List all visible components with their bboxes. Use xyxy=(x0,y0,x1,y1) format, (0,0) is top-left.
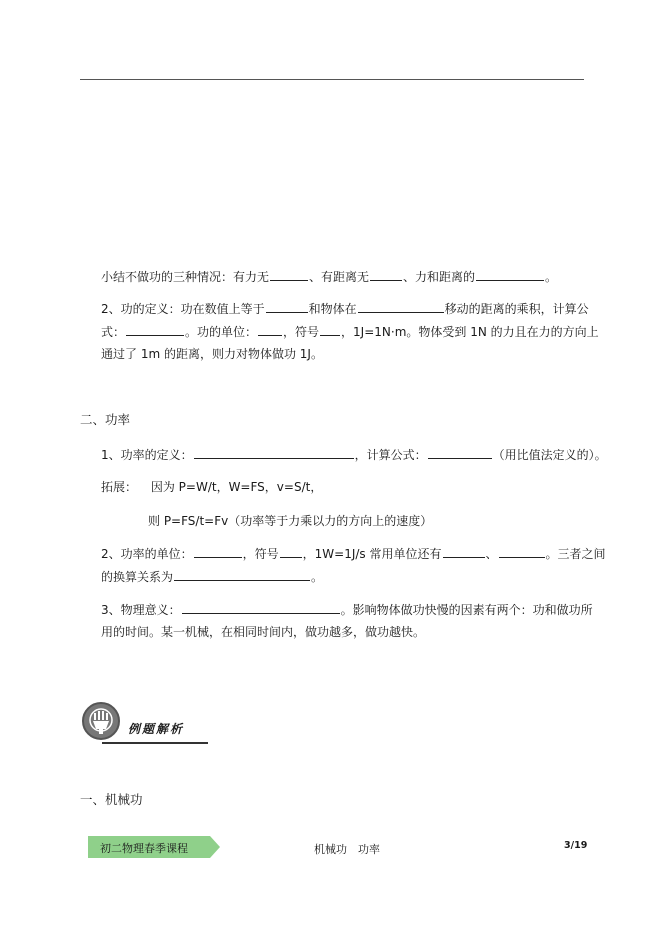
extension-line-1 xyxy=(101,479,322,495)
tower-icon xyxy=(82,702,120,740)
blank-field[interactable] xyxy=(370,268,402,281)
blank-field[interactable] xyxy=(320,323,340,336)
blank-field[interactable] xyxy=(499,545,545,558)
text: ，1W=1J/s 常用单位还有 xyxy=(302,547,442,561)
summary-text-1: 小结不做功的三种情况：有力无 xyxy=(101,270,270,284)
blank-field[interactable] xyxy=(194,446,354,459)
power-meaning-line-1 xyxy=(101,601,593,618)
text: 。功的单位： xyxy=(185,325,258,339)
text: ，计算公式： xyxy=(354,448,427,462)
work-definition-line-3 xyxy=(101,346,323,362)
power-unit-line-1 xyxy=(101,545,606,562)
work-definition-line-2 xyxy=(101,323,599,340)
power-definition-line xyxy=(101,446,607,463)
header-rule xyxy=(80,79,584,80)
blank-field[interactable] xyxy=(174,568,310,581)
footer-page-number: 3/19 xyxy=(564,840,588,851)
text: 式： xyxy=(101,325,126,339)
summary-text-3: 、力和距离的 xyxy=(403,270,476,284)
text: 1、功率的定义： xyxy=(101,448,193,462)
text: 通过了 1m 的距离，则力对物体做功 1J。 xyxy=(101,347,323,361)
blank-field[interactable] xyxy=(428,446,492,459)
blank-field[interactable] xyxy=(358,300,444,313)
text: ，1J=1N·m。物体受到 1N 的力且在力的方向上 xyxy=(341,325,599,339)
text: 3、物理意义： xyxy=(101,603,181,617)
blank-field[interactable] xyxy=(476,268,544,281)
text: ，符号 xyxy=(283,325,320,339)
text: 用的时间。某一机械，在相同时间内，做功越多，做功越快。 xyxy=(101,625,426,639)
text: 2、功的定义：功在数值上等于 xyxy=(101,302,265,316)
text: 。影响物体做功快慢的因素有两个：功和做功所 xyxy=(340,603,593,617)
blank-field[interactable] xyxy=(280,545,302,558)
power-meaning-line-2 xyxy=(101,624,425,640)
text: 。 xyxy=(311,570,324,584)
text: 移动的距离的乘积，计算公 xyxy=(444,302,589,316)
extension-line-2 xyxy=(148,513,432,529)
footer-title: 机械功 功率 xyxy=(314,843,380,856)
badge-underline xyxy=(102,742,208,744)
summary-line xyxy=(101,268,557,285)
extension-label: 拓展： xyxy=(101,480,138,494)
section-heading-power: 二、功率 xyxy=(80,412,131,427)
footer-course-label: 初二物理春季课程 xyxy=(100,842,188,855)
text: 因为 P=W/t，W=FS，v=S/t， xyxy=(150,480,323,494)
summary-text-4: 。 xyxy=(545,270,558,284)
examples-badge-label: 例题解析 xyxy=(128,722,185,736)
summary-text-2: 、有距离无 xyxy=(309,270,370,284)
text: 的换算关系为 xyxy=(101,570,174,584)
work-definition-line-1 xyxy=(101,300,589,317)
blank-field[interactable] xyxy=(182,601,340,614)
text: 和物体在 xyxy=(308,302,357,316)
text: 则 P=FS/t=Fv（功率等于力乘以力的方向上的速度） xyxy=(148,514,433,528)
text: ，符号 xyxy=(242,547,279,561)
text: 2、功率的单位： xyxy=(101,547,193,561)
examples-badge xyxy=(82,702,212,748)
footer-course-tab xyxy=(88,836,220,858)
blank-field[interactable] xyxy=(194,545,242,558)
blank-field[interactable] xyxy=(126,323,184,336)
text: 、 xyxy=(485,547,498,561)
blank-field[interactable] xyxy=(443,545,485,558)
blank-field[interactable] xyxy=(258,323,282,336)
power-unit-line-2 xyxy=(101,568,323,585)
text: （用比值法定义的）。 xyxy=(492,448,607,462)
blank-field[interactable] xyxy=(266,300,308,313)
text: 。三者之间 xyxy=(545,547,606,561)
blank-field[interactable] xyxy=(270,268,308,281)
section-heading-mechanical-work: 一、机械功 xyxy=(80,792,143,807)
